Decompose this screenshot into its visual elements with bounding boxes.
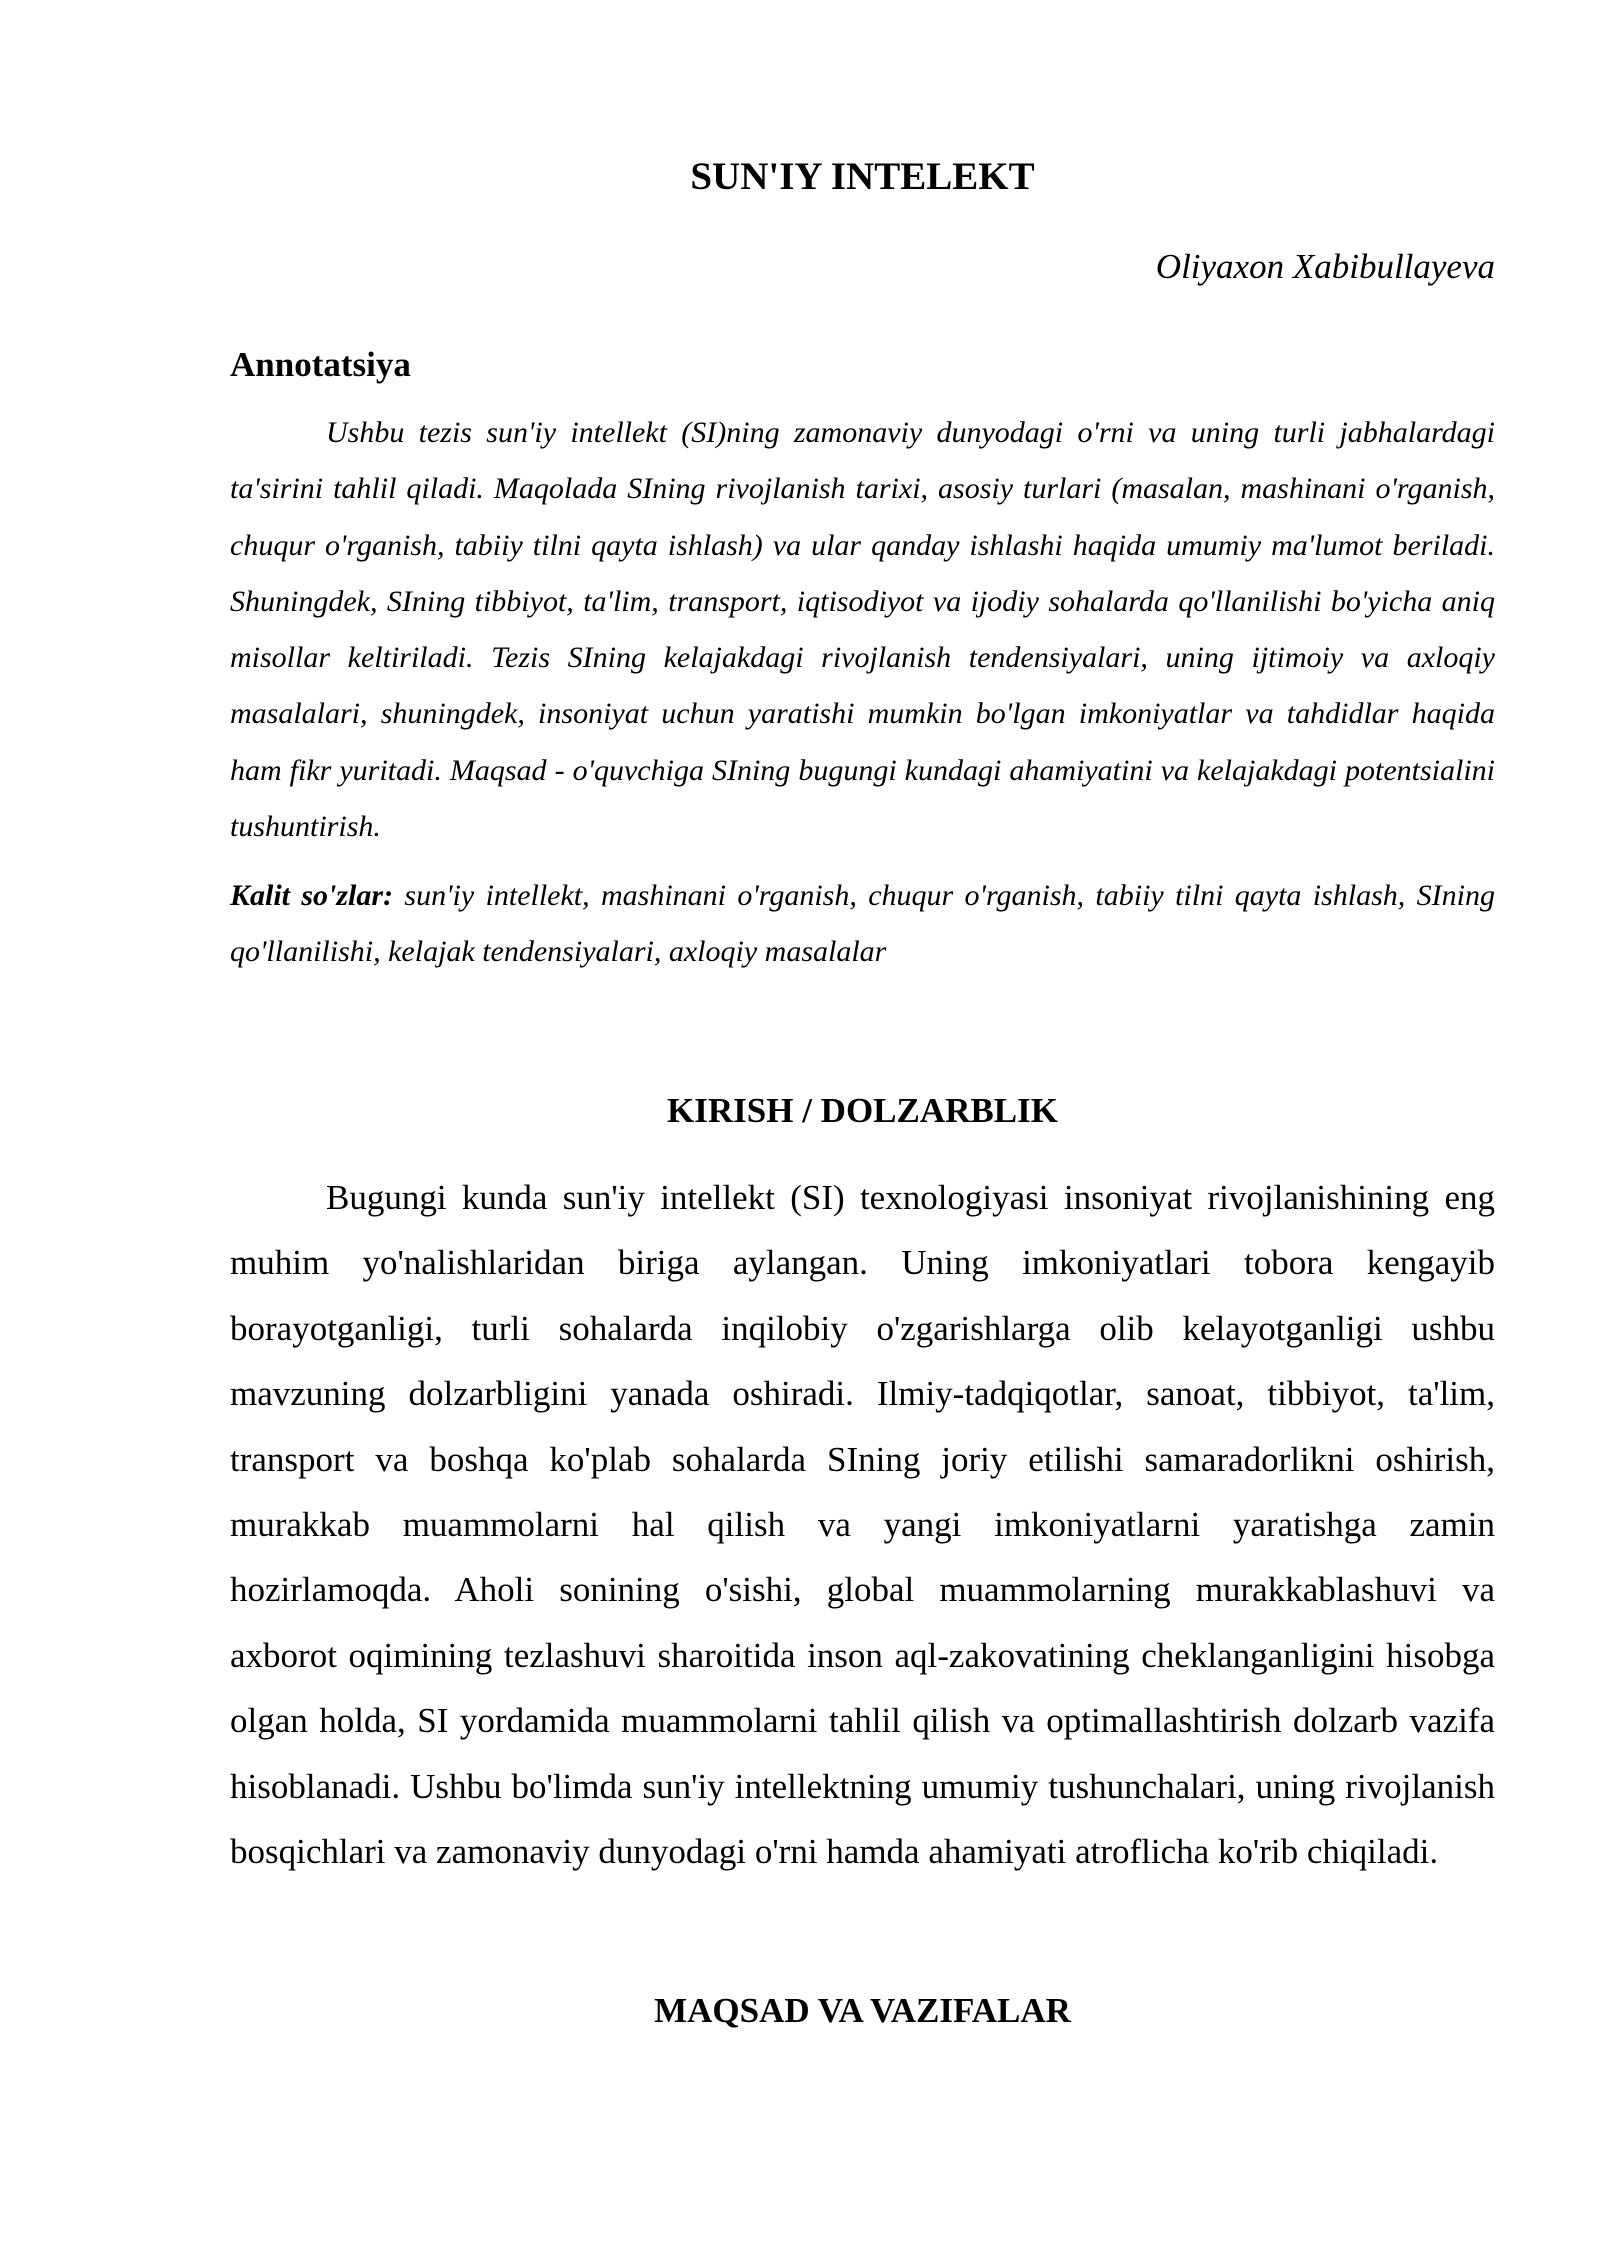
- keywords-label: Kalit so'zlar:: [230, 879, 394, 912]
- introduction-text: Bugungi kunda sun'iy intellekt (SI) texnologiyasi insoniyat rivojlanishining eng muhim yo'nalishlaridan biriga aylangan. Uning imkoniyatlari tobora kengayib borayotganligi, turli sohalarda inqilobiy o'zgarishlarga olib kelayotganligi ushbu mavzuning dolzarbligini yanada oshiradi. Ilmiy-tadqiqotlar, sanoat, tibbiyot, ta'lim, transport va boshqa ko'plab sohalarda SIning joriy etilishi samaradorlikni oshirish, murakkab muammolarni hal qilish va yangi imkoniyatlarni yaratishga zamin hozirlamoqda. Aholi sonining o'sishi, global muammolarning murakkablashuvi va axborot oqimining tezlashuvi sharoitida inson aql-zakovatining cheklanganligini hisobga olgan holda, SI yordamida muammolarni tahlil qilish va optimallashtirish dolzarb vazifa hisoblanadi. Ushbu bo'limda sun'iy intellektning umumiy tushunchalari, uning rivojlanish bosqichlari va zamonaviy dunyodagi o'rni hamda ahamiyati atroflicha ko'rib chiqiladi.: [230, 1178, 1495, 1872]
- annotation-text: Ushbu tezis sun'iy intellekt (SI)ning zamonaviy dunyodagi o'rni va uning turli jabhalardagi ta'sirini tahlil qiladi. Maqolada SIning rivojlanish tarixi, asosiy turlari (masalan, mashinani o'rganish, chuqur o'rganish, tabiiy tilni qayta ishlash) va ular qanday ishlashi haqida umumiy ma'lumot beriladi. Shuningdek, SIning tibbiyot, ta'lim, transport, iqtisodiyot va ijodiy sohalarda qo'llanilishi bo'yicha aniq misollar keltiriladi. Tezis SIning kelajakdagi rivojlanish tendensiyalari, uning ijtimoiy va axloqiy masalalari, shuningdek, insoniyat uchun yaratishi mumkin bo'lgan imkoniyatlar va tahdidlar haqida ham fikr yuritadi. Maqsad - o'quvchiga SIning bugungi kundagi ahamiyatini va kelajakdagi potentsialini tushuntirish.: [230, 416, 1495, 844]
- keywords-paragraph: [230, 868, 1495, 980]
- introduction-heading: KIRISH / DOLZARBLIK: [667, 1091, 1058, 1130]
- annotation-heading: Annotatsiya: [230, 345, 411, 384]
- keywords-text: sun'iy intellekt, mashinani o'rganish, chuqur o'rganish, tabiiy tilni qayta ishlash, SIning qo'llanilishi, kelajak tendensiyalari, axloqiy masalalar: [230, 879, 1495, 968]
- goals-heading: MAQSAD VA VAZIFALAR: [654, 1991, 1071, 2030]
- document-title: SUN'IY INTELEKT: [690, 155, 1035, 198]
- author-name: Oliyaxon Xabibullayeva: [1155, 247, 1495, 286]
